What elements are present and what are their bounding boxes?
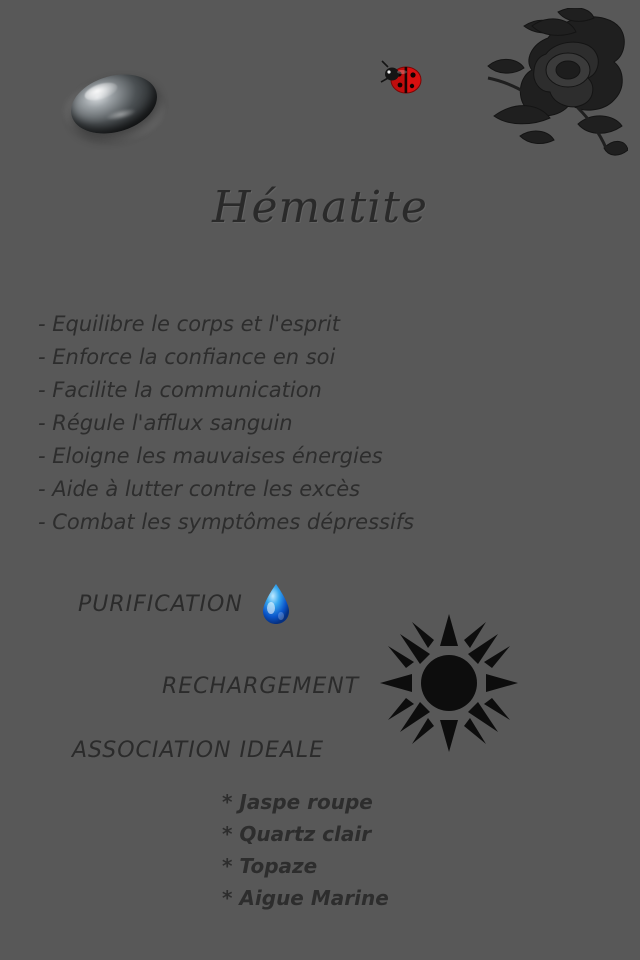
list-item: * Aigue Marine [222,886,389,910]
list-item: - Régule l'afflux sanguin [38,411,293,435]
page-title: Hématite [212,182,428,233]
ladybug-icon [380,58,428,98]
list-item: * Topaze [222,854,318,878]
list-item: - Facilite la communication [38,378,322,402]
list-item: - Combat les symptômes dépressifs [38,510,415,534]
list-item: - Enforce la confiance en soi [38,345,336,369]
list-item: - Eloigne les mauvaises énergies [38,444,383,468]
association-list [222,786,389,914]
list-item: - Equilibre le corps et l'esprit [38,312,340,336]
water-drop-icon [261,583,291,625]
purification-row [78,583,291,625]
black-rose-ornament [428,8,628,173]
association-label: ASSOCIATION IDEALE [72,738,325,763]
black-sun-icon [378,612,520,754]
recharge-label: RECHARGEMENT [162,674,360,699]
hematite-stone-image [62,72,166,144]
list-item: * Jaspe roupe [222,790,373,814]
benefits-list [38,308,598,539]
list-item: - Aide à lutter contre les excès [38,477,361,501]
association-row [72,738,324,763]
purification-label: PURIFICATION [78,591,243,617]
recharge-row [162,674,359,699]
list-item: * Quartz clair [222,822,372,846]
